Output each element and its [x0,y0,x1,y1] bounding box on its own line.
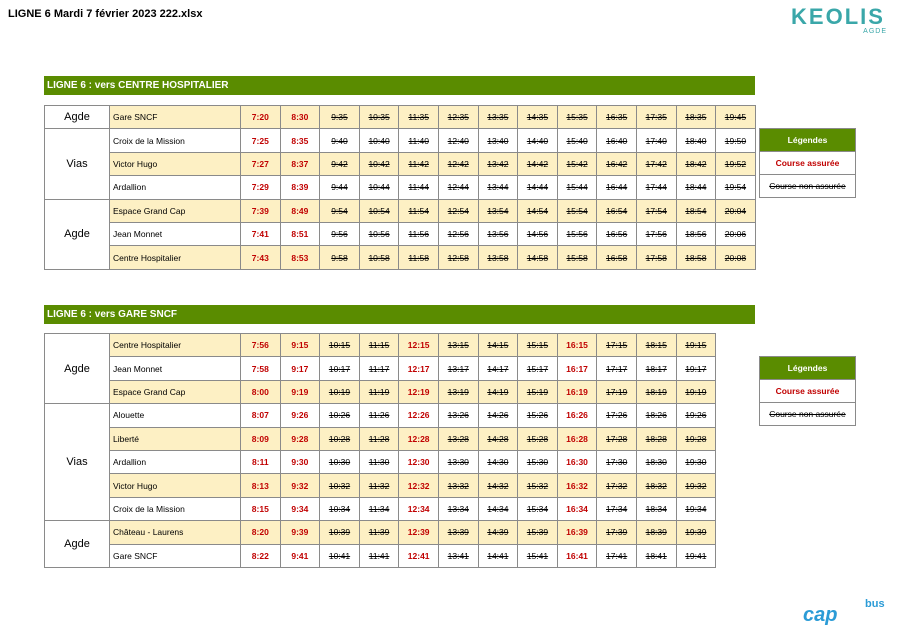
time-cell-assured: 7:20 [241,106,281,129]
time-cell-not-assured: 13:28 [438,427,478,450]
table-row [45,199,756,222]
time-cell-not-assured: 18:40 [676,129,716,152]
time-cell-not-assured: 14:28 [478,427,518,450]
time-cell-not-assured: 17:41 [597,544,637,567]
time-cell-not-assured: 13:30 [438,450,478,473]
time-cell-not-assured: 19:15 [676,334,716,357]
time-cell-not-assured: 10:34 [320,497,360,520]
legend-assured: Course assurée [760,379,855,402]
time-cell-not-assured: 11:19 [359,380,399,403]
time-cell-assured: 8:39 [280,176,320,199]
time-cell-not-assured: 9:42 [320,152,360,175]
time-cell-not-assured: 14:19 [478,380,518,403]
time-cell-not-assured: 18:15 [636,334,676,357]
time-cell-assured: 8:09 [241,427,281,450]
time-cell-not-assured: 11:34 [359,497,399,520]
time-cell-not-assured: 14:44 [518,176,558,199]
time-cell-assured: 12:15 [399,334,439,357]
time-cell-assured: 16:41 [557,544,597,567]
legend-2 [759,356,856,426]
time-cell-not-assured: 10:17 [320,357,360,380]
time-cell-not-assured: 13:41 [438,544,478,567]
time-cell-assured: 9:17 [280,357,320,380]
time-cell-assured: 8:49 [280,199,320,222]
time-cell-assured: 12:28 [399,427,439,450]
time-cell-not-assured: 20:06 [716,222,756,245]
time-cell-not-assured: 17:58 [636,246,676,269]
table-row [45,521,716,544]
table-row [45,334,716,357]
time-cell-not-assured: 14:26 [478,404,518,427]
time-cell-assured: 7:43 [241,246,281,269]
time-cell-not-assured: 18:32 [636,474,676,497]
time-cell-not-assured: 12:54 [438,199,478,222]
time-cell-assured: 16:32 [557,474,597,497]
time-cell-not-assured: 10:54 [359,199,399,222]
time-cell-assured: 16:26 [557,404,597,427]
table-row [45,222,756,245]
table-row [45,246,756,269]
time-cell-not-assured: 13:54 [478,199,518,222]
time-cell-not-assured: 11:54 [399,199,439,222]
time-cell-not-assured: 15:58 [557,246,597,269]
keolis-logo-sub: AGDE [863,28,887,35]
time-cell-assured: 9:19 [280,380,320,403]
time-cell-not-assured: 10:35 [359,106,399,129]
time-cell-not-assured: 16:56 [597,222,637,245]
time-cell-not-assured: 19:19 [676,380,716,403]
time-cell-not-assured: 18:28 [636,427,676,450]
time-cell-not-assured: 10:56 [359,222,399,245]
stop-name: Château - Laurens [110,521,241,544]
time-cell-not-assured: 14:30 [478,450,518,473]
keolis-logo-word: KEOLIS [791,4,885,29]
time-cell-not-assured: 15:41 [518,544,558,567]
time-cell-not-assured: 11:30 [359,450,399,473]
legend-not-assured: Course non assurée [760,174,855,197]
time-cell-not-assured: 20:08 [716,246,756,269]
time-cell-not-assured: 14:40 [518,129,558,152]
time-cell-assured: 7:27 [241,152,281,175]
time-cell-not-assured: 18:17 [636,357,676,380]
time-cell-not-assured: 17:39 [597,521,637,544]
table-row [45,404,716,427]
stop-name: Jean Monnet [110,357,241,380]
time-cell-assured: 16:15 [557,334,597,357]
time-cell-not-assured: 11:40 [399,129,439,152]
time-cell-not-assured: 10:44 [359,176,399,199]
time-cell-not-assured: 14:56 [518,222,558,245]
time-cell-not-assured: 15:32 [518,474,558,497]
time-cell-assured: 12:26 [399,404,439,427]
time-cell-not-assured: 17:56 [636,222,676,245]
time-cell-not-assured: 13:35 [478,106,518,129]
city-cell: Agde [45,199,110,269]
time-cell-not-assured: 11:17 [359,357,399,380]
time-cell-assured: 8:53 [280,246,320,269]
time-cell-not-assured: 15:44 [557,176,597,199]
time-cell-not-assured: 11:42 [399,152,439,175]
time-cell-not-assured: 16:44 [597,176,637,199]
time-cell-not-assured: 11:32 [359,474,399,497]
time-cell-not-assured: 15:26 [518,404,558,427]
keolis-logo [783,6,893,35]
time-cell-not-assured: 19:34 [676,497,716,520]
time-cell-not-assured: 13:17 [438,357,478,380]
time-cell-not-assured: 17:17 [597,357,637,380]
time-cell-not-assured: 13:26 [438,404,478,427]
time-cell-not-assured: 19:52 [716,152,756,175]
time-cell-assured: 9:34 [280,497,320,520]
time-cell-not-assured: 16:42 [597,152,637,175]
table-row [45,357,716,380]
time-cell-not-assured: 18:30 [636,450,676,473]
time-cell-assured: 8:51 [280,222,320,245]
time-cell-assured: 8:30 [280,106,320,129]
time-cell-not-assured: 13:15 [438,334,478,357]
stop-name: Victor Hugo [110,152,241,175]
time-cell-assured: 8:15 [241,497,281,520]
stop-name: Ardallion [110,176,241,199]
time-cell-not-assured: 16:35 [597,106,637,129]
time-cell-assured: 12:41 [399,544,439,567]
time-cell-assured: 8:20 [241,521,281,544]
city-cell: Vias [45,129,110,199]
time-cell-not-assured: 19:32 [676,474,716,497]
time-cell-not-assured: 15:35 [557,106,597,129]
time-cell-assured: 8:22 [241,544,281,567]
time-cell-not-assured: 9:56 [320,222,360,245]
time-cell-not-assured: 19:50 [716,129,756,152]
time-cell-not-assured: 17:15 [597,334,637,357]
time-cell-not-assured: 12:40 [438,129,478,152]
time-cell-not-assured: 9:35 [320,106,360,129]
time-cell-not-assured: 18:35 [676,106,716,129]
time-cell-not-assured: 9:44 [320,176,360,199]
time-cell-not-assured: 11:41 [359,544,399,567]
time-cell-assured: 16:19 [557,380,597,403]
time-cell-not-assured: 13:40 [478,129,518,152]
time-cell-assured: 9:28 [280,427,320,450]
stop-name: Victor Hugo [110,474,241,497]
time-cell-not-assured: 11:39 [359,521,399,544]
time-cell-assured: 8:11 [241,450,281,473]
time-cell-assured: 8:35 [280,129,320,152]
time-cell-not-assured: 10:41 [320,544,360,567]
time-cell-not-assured: 15:19 [518,380,558,403]
time-cell-assured: 16:28 [557,427,597,450]
time-cell-not-assured: 13:32 [438,474,478,497]
time-cell-not-assured: 13:44 [478,176,518,199]
time-cell-assured: 7:41 [241,222,281,245]
time-cell-assured: 12:39 [399,521,439,544]
capbus-logo-cap: cap [803,604,838,626]
time-cell-assured: 12:34 [399,497,439,520]
time-cell-not-assured: 10:42 [359,152,399,175]
time-cell-not-assured: 18:19 [636,380,676,403]
time-cell-assured: 7:25 [241,129,281,152]
time-cell-not-assured: 9:40 [320,129,360,152]
legend-assured: Course assurée [760,151,855,174]
time-cell-assured: 16:30 [557,450,597,473]
time-cell-not-assured: 11:56 [399,222,439,245]
time-cell-assured: 7:56 [241,334,281,357]
time-cell-assured: 12:30 [399,450,439,473]
time-cell-not-assured: 16:40 [597,129,637,152]
time-cell-assured: 16:17 [557,357,597,380]
table-row [45,106,756,129]
time-cell-assured: 7:58 [241,357,281,380]
stop-name: Ardallion [110,450,241,473]
time-cell-not-assured: 14:17 [478,357,518,380]
stop-name: Espace Grand Cap [110,199,241,222]
time-cell-not-assured: 18:41 [636,544,676,567]
time-cell-not-assured: 17:35 [636,106,676,129]
time-cell-not-assured: 19:30 [676,450,716,473]
time-cell-not-assured: 10:15 [320,334,360,357]
time-cell-assured: 9:39 [280,521,320,544]
table-row [45,474,716,497]
legend-not-assured: Course non assurée [760,402,855,425]
timetable-gare-sncf [44,333,716,568]
time-cell-not-assured: 16:58 [597,246,637,269]
time-cell-not-assured: 10:30 [320,450,360,473]
legend-title: Légendes [760,357,855,379]
table-row [45,176,756,199]
time-cell-not-assured: 14:41 [478,544,518,567]
time-cell-assured: 8:07 [241,404,281,427]
table-row [45,497,716,520]
stop-name: Centre Hospitalier [110,334,241,357]
time-cell-not-assured: 17:34 [597,497,637,520]
stop-name: Liberté [110,427,241,450]
time-cell-not-assured: 19:28 [676,427,716,450]
time-cell-not-assured: 9:58 [320,246,360,269]
time-cell-not-assured: 15:30 [518,450,558,473]
time-cell-assured: 9:32 [280,474,320,497]
time-cell-not-assured: 15:42 [557,152,597,175]
time-cell-assured: 16:39 [557,521,597,544]
time-cell-not-assured: 18:26 [636,404,676,427]
time-cell-not-assured: 17:30 [597,450,637,473]
time-cell-assured: 12:17 [399,357,439,380]
legend-1 [759,128,856,198]
table-row [45,152,756,175]
capbus-logo-bus: bus [865,598,885,610]
time-cell-not-assured: 17:54 [636,199,676,222]
table-row [45,450,716,473]
time-cell-not-assured: 10:28 [320,427,360,450]
time-cell-not-assured: 15:34 [518,497,558,520]
time-cell-not-assured: 20:04 [716,199,756,222]
time-cell-not-assured: 14:54 [518,199,558,222]
time-cell-not-assured: 19:39 [676,521,716,544]
time-cell-not-assured: 17:40 [636,129,676,152]
time-cell-not-assured: 12:35 [438,106,478,129]
time-cell-not-assured: 11:44 [399,176,439,199]
time-cell-not-assured: 11:15 [359,334,399,357]
stop-name: Croix de la Mission [110,129,241,152]
time-cell-not-assured: 18:54 [676,199,716,222]
time-cell-not-assured: 14:35 [518,106,558,129]
time-cell-not-assured: 11:26 [359,404,399,427]
time-cell-not-assured: 16:54 [597,199,637,222]
capbus-logo [795,598,895,628]
city-cell: Vias [45,404,110,521]
table-row [45,427,716,450]
time-cell-not-assured: 18:58 [676,246,716,269]
time-cell-assured: 8:00 [241,380,281,403]
time-cell-not-assured: 13:58 [478,246,518,269]
time-cell-not-assured: 11:35 [399,106,439,129]
stop-name: Jean Monnet [110,222,241,245]
time-cell-not-assured: 10:58 [359,246,399,269]
time-cell-not-assured: 13:39 [438,521,478,544]
time-cell-not-assured: 14:15 [478,334,518,357]
time-cell-not-assured: 12:56 [438,222,478,245]
city-cell: Agde [45,521,110,568]
stop-name: Centre Hospitalier [110,246,241,269]
table-row [45,380,716,403]
stop-name: Alouette [110,404,241,427]
time-cell-assured: 7:39 [241,199,281,222]
time-cell-not-assured: 12:42 [438,152,478,175]
time-cell-assured: 7:29 [241,176,281,199]
time-cell-not-assured: 10:39 [320,521,360,544]
time-cell-not-assured: 15:56 [557,222,597,245]
time-cell-not-assured: 15:54 [557,199,597,222]
time-cell-not-assured: 18:44 [676,176,716,199]
time-cell-not-assured: 11:58 [399,246,439,269]
time-cell-not-assured: 14:32 [478,474,518,497]
time-cell-not-assured: 18:34 [636,497,676,520]
stop-name: Croix de la Mission [110,497,241,520]
time-cell-not-assured: 10:40 [359,129,399,152]
time-cell-not-assured: 15:39 [518,521,558,544]
time-cell-not-assured: 19:26 [676,404,716,427]
time-cell-not-assured: 15:40 [557,129,597,152]
time-cell-not-assured: 14:34 [478,497,518,520]
time-cell-not-assured: 14:42 [518,152,558,175]
time-cell-not-assured: 14:58 [518,246,558,269]
table-1-title: LIGNE 6 : vers CENTRE HOSPITALIER [44,76,755,95]
city-cell: Agde [45,106,110,129]
time-cell-assured: 9:26 [280,404,320,427]
time-cell-not-assured: 12:58 [438,246,478,269]
time-cell-assured: 12:32 [399,474,439,497]
time-cell-assured: 8:13 [241,474,281,497]
time-cell-not-assured: 11:28 [359,427,399,450]
time-cell-not-assured: 15:17 [518,357,558,380]
time-cell-not-assured: 14:39 [478,521,518,544]
stop-name: Gare SNCF [110,106,241,129]
time-cell-not-assured: 18:42 [676,152,716,175]
time-cell-not-assured: 15:28 [518,427,558,450]
time-cell-assured: 16:34 [557,497,597,520]
time-cell-not-assured: 13:42 [478,152,518,175]
time-cell-not-assured: 13:19 [438,380,478,403]
time-cell-not-assured: 17:44 [636,176,676,199]
legend-title: Légendes [760,129,855,151]
document-title: LIGNE 6 Mardi 7 février 2023 222.xlsx [8,8,203,20]
time-cell-not-assured: 19:41 [676,544,716,567]
stop-name: Espace Grand Cap [110,380,241,403]
city-cell: Agde [45,334,110,404]
table-row [45,129,756,152]
time-cell-not-assured: 13:34 [438,497,478,520]
time-cell-not-assured: 19:45 [716,106,756,129]
time-cell-not-assured: 15:15 [518,334,558,357]
table-row [45,544,716,567]
timetable-centre-hospitalier [44,105,756,270]
time-cell-not-assured: 10:26 [320,404,360,427]
time-cell-assured: 9:30 [280,450,320,473]
time-cell-assured: 9:15 [280,334,320,357]
time-cell-not-assured: 17:19 [597,380,637,403]
time-cell-not-assured: 12:44 [438,176,478,199]
table-2-title: LIGNE 6 : vers GARE SNCF [44,305,755,324]
time-cell-not-assured: 17:32 [597,474,637,497]
stop-name: Gare SNCF [110,544,241,567]
time-cell-not-assured: 17:42 [636,152,676,175]
time-cell-not-assured: 17:26 [597,404,637,427]
time-cell-not-assured: 19:54 [716,176,756,199]
time-cell-assured: 9:41 [280,544,320,567]
time-cell-not-assured: 19:17 [676,357,716,380]
time-cell-assured: 8:37 [280,152,320,175]
time-cell-not-assured: 10:19 [320,380,360,403]
time-cell-not-assured: 17:28 [597,427,637,450]
time-cell-not-assured: 18:56 [676,222,716,245]
time-cell-not-assured: 18:39 [636,521,676,544]
time-cell-not-assured: 9:54 [320,199,360,222]
time-cell-not-assured: 10:32 [320,474,360,497]
time-cell-assured: 12:19 [399,380,439,403]
time-cell-not-assured: 13:56 [478,222,518,245]
